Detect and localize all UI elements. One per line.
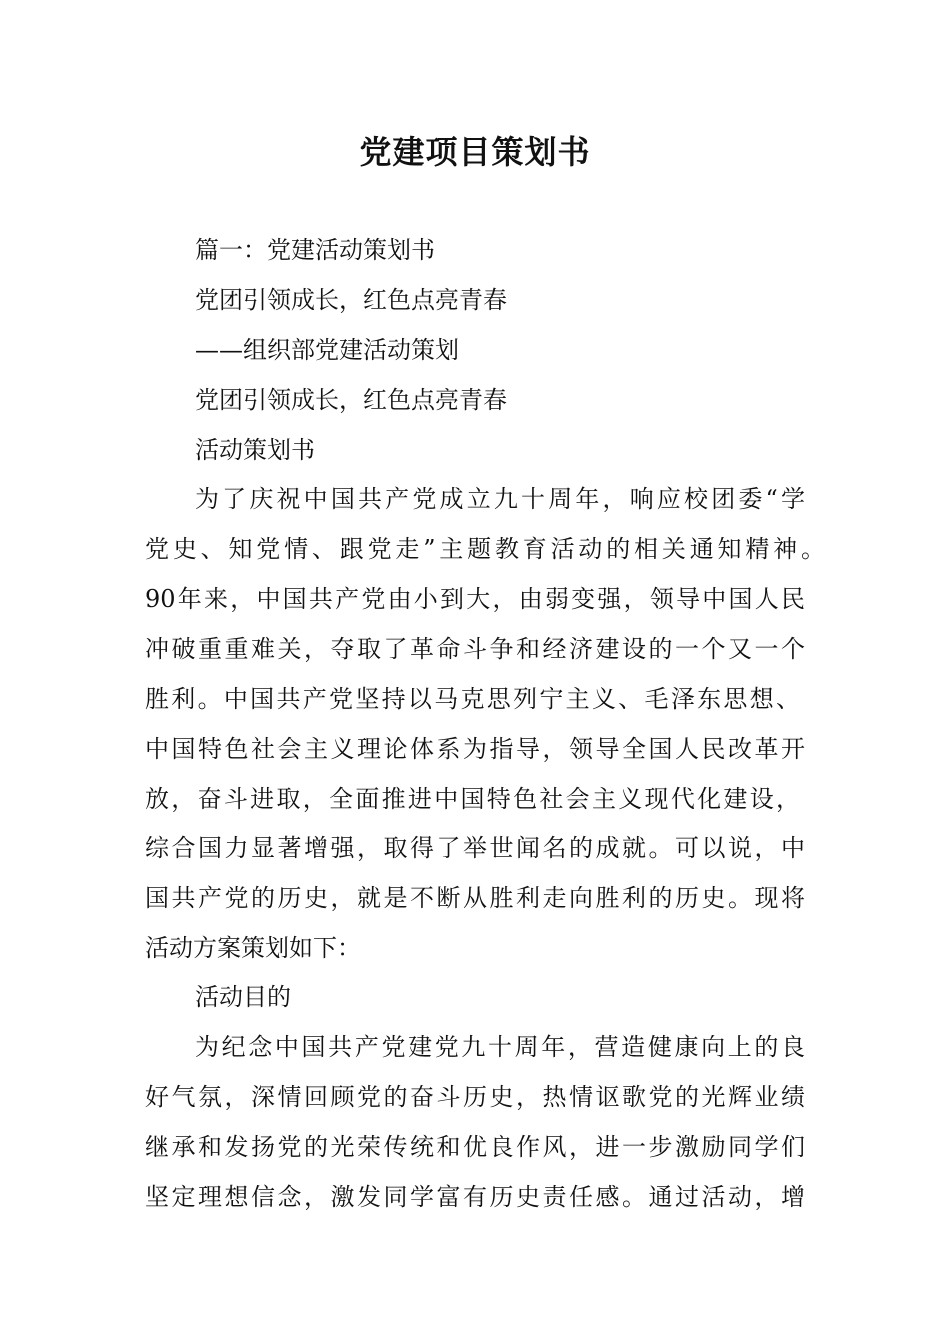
heading-line: ——组织部党建活动策划 [195, 336, 459, 364]
paragraph-line: 继承和发扬党的光荣传统和优良作风，进一步激励同学们 [145, 1133, 805, 1161]
paragraph-line: 为了庆祝中国共产党成立九十周年，响应校团委“学 [195, 485, 805, 513]
paragraph-line: 综合国力显著增强，取得了举世闻名的成就。可以说，中 [145, 834, 805, 862]
document-title: 党建项目策划书 [359, 133, 591, 171]
paragraph-line: 活动方案策划如下： [145, 934, 361, 962]
paragraph-line: 为纪念中国共产党建党九十周年，营造健康向上的良 [195, 1033, 805, 1061]
heading-line: 活动策划书 [195, 436, 315, 464]
heading-line: 党团引领成长，红色点亮青春 [195, 386, 507, 414]
paragraph-line: 放，奋斗进取，全面推进中国特色社会主义现代化建设， [145, 785, 800, 813]
paragraph-line: 中国特色社会主义理论体系为指导，领导全国人民改革开 [145, 735, 805, 763]
section-heading: 活动目的 [195, 983, 291, 1011]
paragraph-line: 国共产党的历史，就是不断从胜利走向胜利的历史。现将 [145, 884, 805, 912]
heading-line: 篇一：党建活动策划书 [195, 236, 435, 264]
paragraph-line: 胜利。中国共产党坚持以马克思列宁主义、毛泽东思想、 [145, 685, 800, 713]
heading-line: 党团引领成长，红色点亮青春 [195, 286, 507, 314]
paragraph-line: 冲破重重难关，夺取了革命斗争和经济建设的一个又一个 [145, 635, 805, 663]
paragraph-line: 党史、知党情、跟党走”主题教育活动的相关通知精神。 [145, 535, 825, 563]
paragraph-line: 好气氛，深情回顾党的奋斗历史，热情讴歌党的光辉业绩 [145, 1083, 805, 1111]
paragraph-line: 坚定理想信念，激发同学富有历史责任感。通过活动，增 [145, 1183, 805, 1211]
paragraph-line: 90年来，中国共产党由小到大，由弱变强，领导中国人民 [145, 585, 805, 613]
